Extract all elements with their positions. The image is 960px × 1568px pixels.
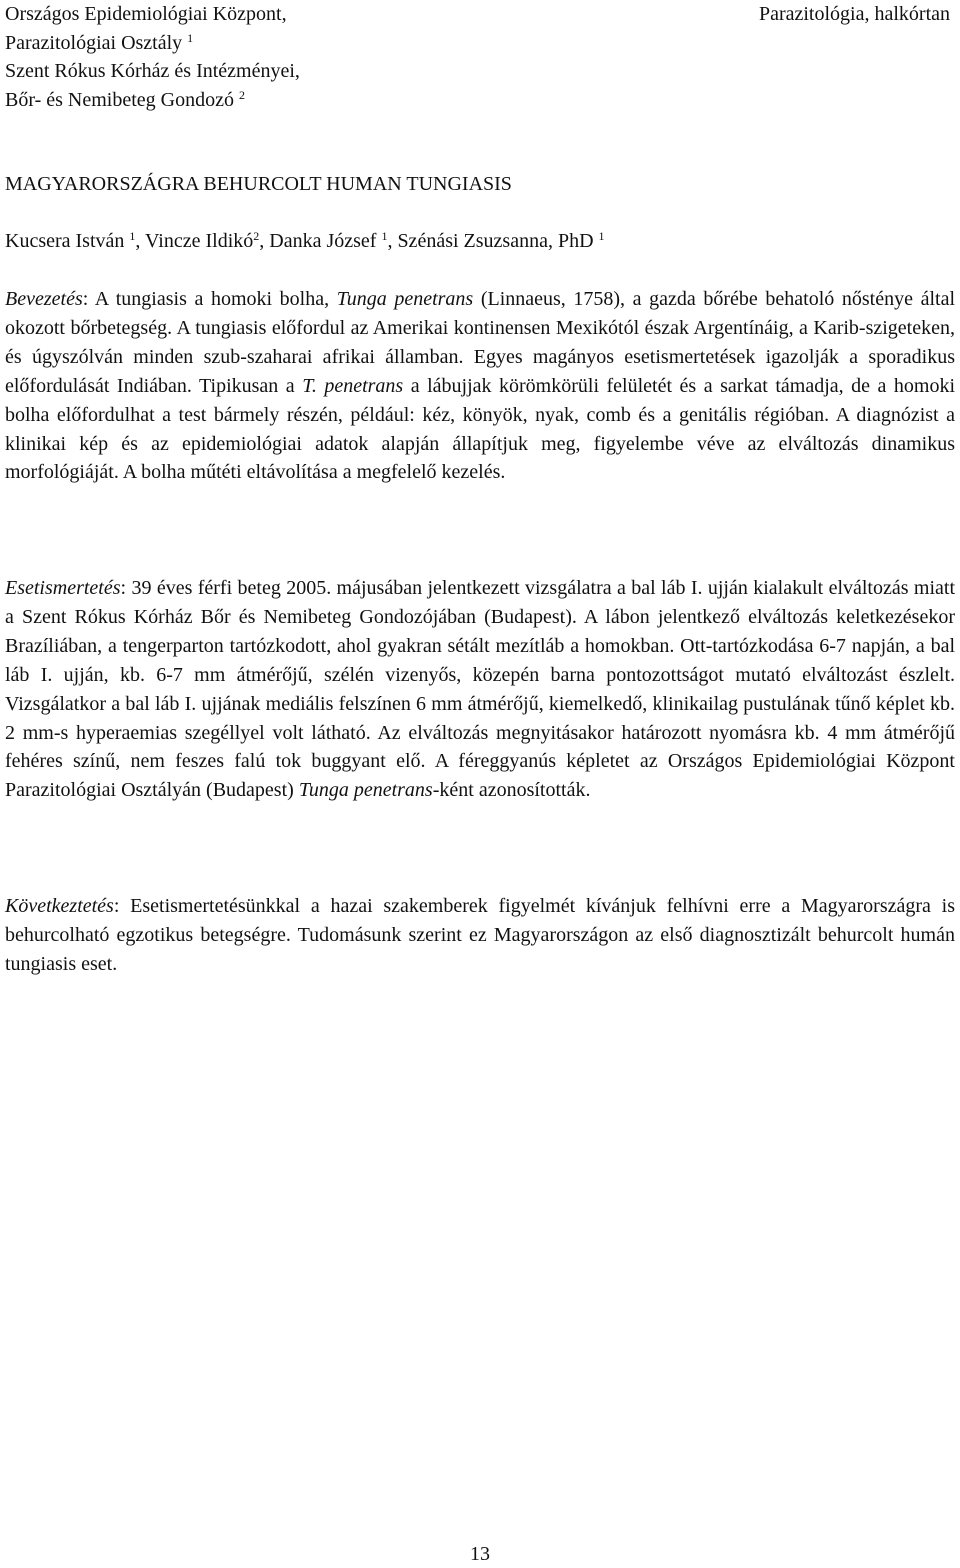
section-label: Következtetés xyxy=(5,895,114,917)
author-marker: 1 xyxy=(381,229,388,243)
author-name: Danka József xyxy=(269,230,377,252)
author-marker: 1 xyxy=(129,229,136,243)
page-number: 13 xyxy=(470,1543,490,1565)
section-label: Bevezetés xyxy=(5,288,83,310)
author-marker: 2 xyxy=(253,229,260,243)
species-name: T. penetrans xyxy=(302,374,404,397)
author-marker: 1 xyxy=(598,229,605,243)
case-report-paragraph: Esetismertetés: 39 éves férfi beteg 2005. májusában jelentkezett vizsgálatra a bal láb I. ujján kialakult elváltozás miatt a Szent Rókus Kórház Bőr és Nemibeteg Gondozójában (Budapest). A lábon jelentkező elváltozás keletkezésekor Brazíliában, a tengerparton tartózkodott, ahol gyakran sétált mezítláb a homokban. Ott-tartózkodása 6-7 napján, a bal láb I. ujján, kb. 6-7 mm átmérőjű, szélén vizenyős, közepén barna pontozottságot mutató elváltozást észlelt. Vizsgálatkor a bal láb I. ujjának mediális felszínen 6 mm átmérőjű, kiemelkedő, klinikailag pustulának tűnő képlet kb. 2 mm-s hyperaemias szegéllyel volt látható. Az elváltozás megnyitásakor határozott nyomásra kb. 4 mm átmérőjű fehéres színű, nem feszes falú tok buggyant elő. A féreggyanús képletet az Országos Epidemiológiai Központ Parazitológiai Osztályán (Budapest) Tunga penetrans-ként azonosították. xyxy=(5,577,955,802)
author-name: Kucsera István xyxy=(5,230,125,252)
affiliation-marker: 2 xyxy=(238,87,245,102)
affiliation-marker: 1 xyxy=(187,30,194,45)
affiliations xyxy=(5,0,300,114)
affiliation-line: Bőr- és Nemibeteg Gondozó $^2$ xyxy=(5,87,245,111)
section-label: Esetismertetés xyxy=(5,577,121,599)
species-name: Tunga penetrans xyxy=(298,779,433,802)
author-list: Kucsera István $^1$, Vincze Ildikó$^2$, Danka József $^1$, Szénási Zsuzsanna, PhD $^1$ xyxy=(5,229,605,252)
section-category: Parazitológia, halkórtan xyxy=(758,3,950,25)
conclusion-paragraph: Következtetés: Esetismertetésünkkal a hazai szakemberek figyelmét kívánjuk felhívni erre a Magyarországra is behurcolható egzotikus betegségre. Tudomásunk szerint ez Magyarországon az első diagnosztizált behurcolt humán tungiasis eset. xyxy=(5,895,955,975)
affiliation-line: Parazitológiai Osztály $^1$ xyxy=(5,30,194,54)
affiliation-line: Országos Epidemiológiai Központ, xyxy=(5,3,287,25)
article-title: MAGYARORSZÁGRA BEHURCOLT HUMAN TUNGIASIS xyxy=(5,173,512,195)
species-name: Tunga penetrans xyxy=(336,288,474,310)
affiliation-line: Szent Rókus Kórház és Intézményei, xyxy=(5,60,300,82)
introduction-paragraph: Bevezetés: A tungiasis a homoki bolha, Tunga penetrans (Linnaeus, 1758), a gazda bőrébe behatoló nősténye által okozott bőrbetegség. A tungiasis előfordul az Amerikai kontinensen Mexikótól észak Argentínáig, a Karib-szigeteken, és úgyszólván minden szub-szaharai afrikai államban. Egyes magányos esetismertetések igazolják a sporadikus előfordulását Indiában. Tipikusan a T. penetrans a lábujjak körömkörüli felületét és a sarkat támadja, de a homoki bolha előfordulhat a test bármely részén, például: kéz, könyök, nyak, comb és a genitális régióban. A diagnózist a klinikai kép és az epidemiológiai adatok alapján állapítjuk meg, figyelembe véve az elváltozás dinamikus morfológiáját. A bolha műtéti eltávolítása a megfelelő kezelés. xyxy=(5,288,955,484)
author-name: Szénási Zsuzsanna, PhD xyxy=(397,230,594,252)
author-name: Vincze Ildikó xyxy=(145,230,254,252)
